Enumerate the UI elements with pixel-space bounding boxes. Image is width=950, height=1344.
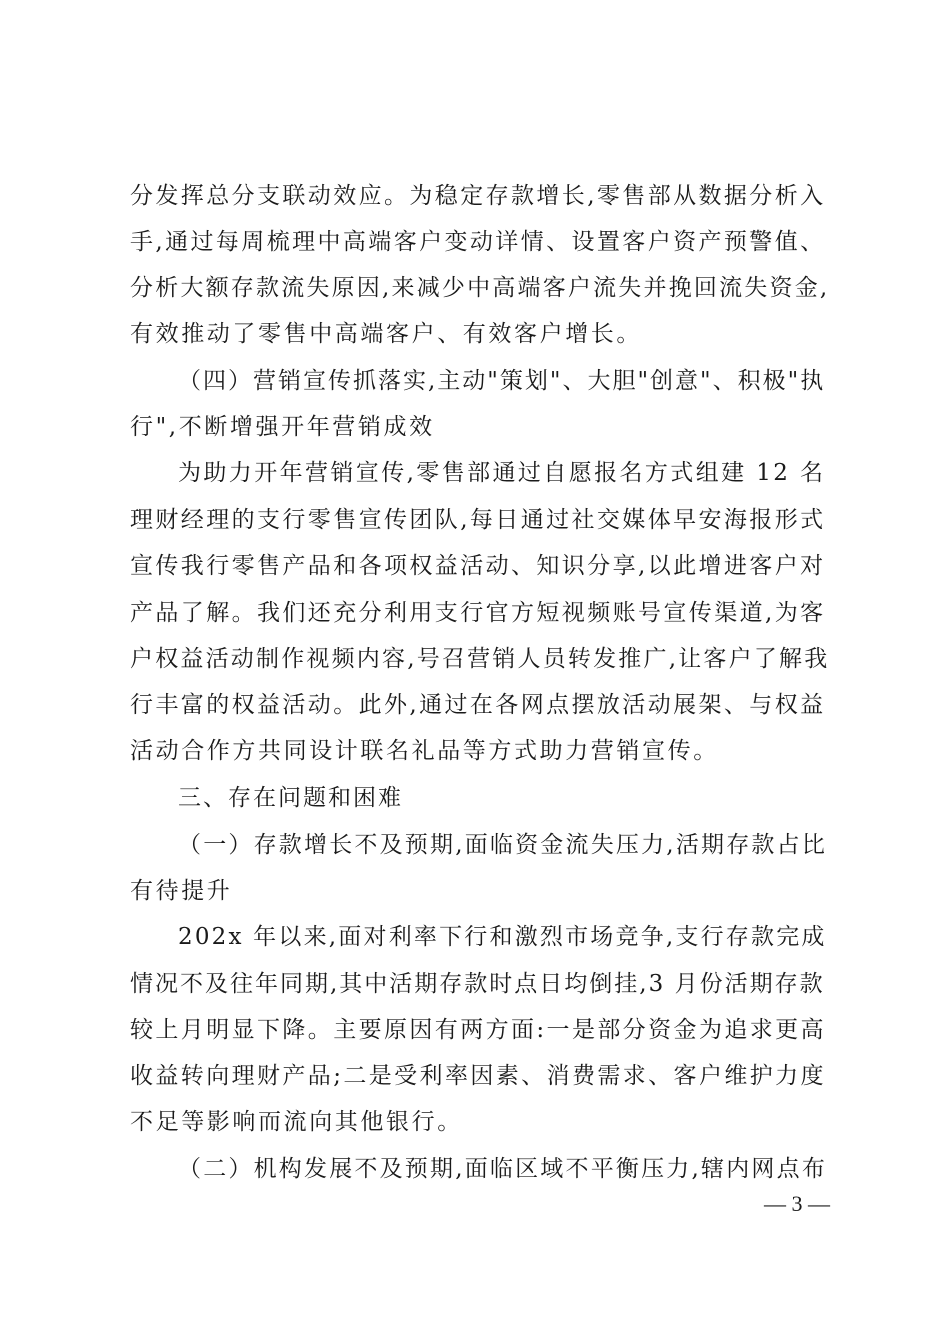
paragraph-line: 理财经理的支行零售宣传团队,每日通过社交媒体早安海报形式 — [130, 507, 826, 533]
section-heading-line: （二）机构发展不及预期,面临区域不平衡压力,辖内网点布 — [178, 1156, 828, 1182]
paragraph-line: 为助力开年营销宣传,零售部通过自愿报名方式组建 12 名 — [178, 460, 826, 486]
paragraph-line: 分发挥总分支联动效应。为稳定存款增长,零售部从数据分析入 — [130, 183, 826, 209]
paragraph-line: 户权益活动制作视频内容,号召营销人员转发推广,让客户了解我 — [130, 646, 830, 672]
page-number: — 3 — — [764, 1191, 830, 1216]
paragraph-line: 202x 年以来,面对利率下行和激烈市场竞争,支行存款完成 — [178, 924, 827, 950]
paragraph-line: 收益转向理财产品;二是受利率因素、消费需求、客户维护力度 — [130, 1063, 826, 1089]
section-heading-line: 行",不断增强开年营销成效 — [130, 414, 435, 440]
section-heading-line: 有待提升 — [130, 878, 233, 904]
paragraph-line: 活动合作方共同设计联名礼品等方式助力营销宣传。 — [130, 738, 719, 764]
paragraph-line: 较上月明显下降。主要原因有两方面:一是部分资金为追求更高 — [130, 1017, 826, 1043]
paragraph-line: 有效推动了零售中高端客户、有效客户增长。 — [130, 321, 642, 347]
paragraph-line: 情况不及往年同期,其中活期存款时点日均倒挂,3 月份活期存款 — [130, 971, 825, 997]
paragraph-line: 手,通过每周梳理中高端客户变动详情、设置客户资产预警值、 — [130, 229, 826, 255]
chapter-heading: 三、存在问题和困难 — [178, 785, 403, 811]
section-heading-line: （一）存款增长不及预期,面临资金流失压力,活期存款占比 — [178, 832, 828, 858]
paragraph-line: 不足等影响而流向其他银行。 — [130, 1109, 463, 1135]
paragraph-line: 宣传我行零售产品和各项权益活动、知识分享,以此增进客户对 — [130, 553, 826, 579]
paragraph-line: 产品了解。我们还充分利用支行官方短视频账号宣传渠道,为客 — [130, 600, 826, 626]
section-heading-line: （四）营销宣传抓落实,主动"策划"、大胆"创意"、积极"执 — [178, 368, 826, 394]
paragraph-line: 分析大额存款流失原因,来减少中高端客户流失并挽回流失资金, — [130, 275, 830, 301]
paragraph-line: 行丰富的权益活动。此外,通过在各网点摆放活动展架、与权益 — [130, 692, 826, 718]
